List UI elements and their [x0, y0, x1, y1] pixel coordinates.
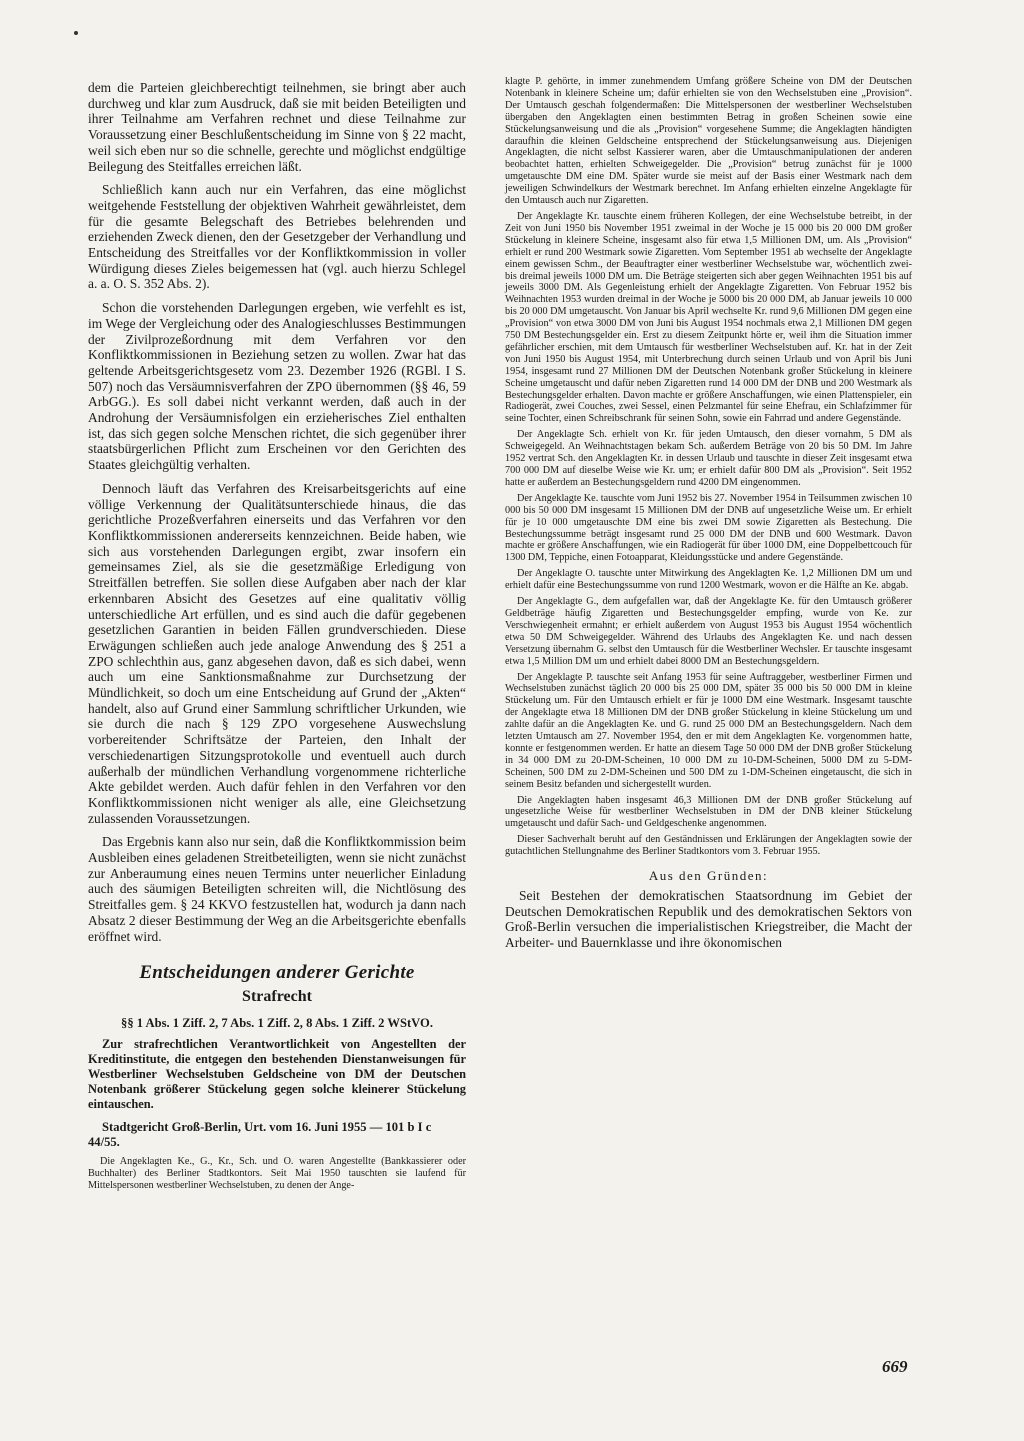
facts-paragraph: Der Angeklagte G., dem aufgefallen war, daß der Angeklagte Ke. für den Umtausch größerer Geldbeträge häufig Zigaretten und Bestechungsgelder empfing, wurde von Ke. zur Verschwiegenheit ermahnt; er erhielt außerdem von August 1953 bis August 1954 wöchentlich etwa 50 DM Schweigegelder. Während des Urlaubs des Angeklagten Ke. und nach dessen Versetzung übernahm G. selbst den Umtausch für die Westberliner Wechsler. Er tauschte insgesamt etwa 1,5 Million DM um und erhielt dabei 8000 DM an Bestechungsgeldern. [505, 596, 912, 667]
body-paragraph: Dennoch läuft das Verfahren des Kreisarbeitsgerichts auf eine völlige Verkennung der Qualitätsunterschiede hinaus, die das gerichtliche Prozeßverfahren einerseits und das Verfahren vor den Konfliktkommissionen andererseits kennzeichnen. Beide haben, wie sich aus vorstehenden Darlegungen ergibt, zwar insofern ein gemeinsames Ziel, als sie die gesetzmäßige Erledigung von Streitfällen betreffen. Sie sollen diese Aufgaben aber nach der klar erkennbaren Absicht des Gesetzes auf eine qualitativ völlig unterschiedliche Art erfüllen, und es sind auch die dafür gegebenen gesetzlichen Garantien in beiden Fällen grundverschieden. Diese Erwägungen schließen auch jede analoge Anwendung des § 251 a ZPO schlechthin aus, ganz abgesehen davon, daß es sich dabei, wenn auch um eine Sanktionsmaßnahme zur Durchsetzung der Mündlichkeit, so doch um eine Entscheidung auf Grund der „Akten“ handelt, also auf Grund einer Sammlung schriftlicher Urkunden, wie sie durch die nach § 129 ZPO vorgesehene Auswechslung vorbereitender Schriftsätze der Parteien, den Inhalt der verschiedenartigen Sitzungsprotokolle und eventuell auch durch außerhalb der mündlichen Verhandlung vorgenommene richterliche Akte gebildet werden. Auch dafür fehlen in den Verfahren vor den Konfliktkommissionen nicht weniger als alle, eine Gleichsetzung zulassenden Voraussetzungen. [88, 480, 466, 826]
left-column [88, 80, 466, 1192]
reasons-paragraph: Seit Bestehen der demokratischen Staatsordnung im Gebiet der Deutschen Demokratischen Republik und des demokratischen Sektors von Groß-Berlin versuchen die imperialistischen Kriegstreiber, die Macht der Arbeiter- und Bauernklasse und ihre ökonomischen [505, 888, 912, 950]
facts-paragraph: Der Angeklagte P. tauschte seit Anfang 1953 für seine Auftraggeber, westberliner Firmen und Wechselstuben zunächst täglich 20 000 bis 25 000 DM, später 35 000 bis 50 000 DM in kleine Stückelung um. Für den Umtausch erhielt er für je 1000 DM eine Westmark. Insgesamt tauschte der Angeklagte etwa 18 Millionen DM der DNB großer Stückelung in kleine Stückelung um und zahlte dafür an die Angeklagten Ke. und G. rund 25 000 DM an Bestechungsgeldern. Nach dem letzten Umtausch am 27. November 1954, den er mit dem Angeklagten Ke. vorgenommen hatte, konnte er festgenommen werden. Er hatte an diesem Tage 50 000 DM der DNB großer Stückelung in 34 000 DM zu 20-DM-Scheinen, 10 000 DM zu 10-DM-Scheinen, 5000 DM zu 5-DM-Scheinen, 500 DM zu 2-DM-Scheinen und 500 DM zu 1-DM-Scheinen eingetauscht, die sich in seinem Besitz befanden und sichergestellt wurden. [505, 671, 912, 790]
facts-paragraph: Der Angeklagte Kr. tauschte einem früheren Kollegen, der eine Wechselstube betreibt, in der Zeit von Juni 1950 bis November 1951 zweimal in der Woche je 15 000 bis 20 000 DM großer Stückelung in kleinere Scheine, insgesamt also für etwa 1,5 Millionen DM, um. Als „Provision“ erhielt er rund 200 Westmark sowie Zigaretten. Vom September 1951 ab wechselte der Angeklagte einem gewissen Schm., der Beauftragter einer westberliner Wechselstube war, wöchentlich zwei- bis dreimal jeweils 1000 DM um. Die Beträge steigerten sich aber gegen Weihnachten 1951 bis auf jeweils 3000 DM. Als Gegenleistung erhielt der Angeklagte Zigaretten. Von Februar 1952 bis Weihnachten 1953 wurden dreimal in der Woche je 5000 bis 20 000 DM, ab Januar jeweils 10 000 bis 20 000 DM umgetauscht. Von Januar bis April wechselte Kr. rund 9,6 Millionen DM gegen eine „Provision“ von etwa 3000 DM von Juni bis August 1954 nochmals etwa 2,1 Millionen DM gegen 750 DM Bestechungsgelder ein. Erst zu diesem Zeitpunkt hörte er, weil ihm die Situation immer gefährlicher erschien, mit dem Umtausch für westberliner Wechselstuben auf. Kr. hat in der Zeit von Juni 1950 bis August 1954, mit Unterbrechung durch seinen Urlaub und von April bis Juni 1954, insgesamt rund 27 Millionen DM der Deutschen Notenbank großer Stückelung in kleinere Scheine umgetauscht und dafür neben Zigaretten rund 14 000 DM der DNB und 200 Westmark als Bestechungsgelder erhalten. Davon machte er größere Anschaffungen, wie einen Plattenspieler, ein Radiogerät, zwei Couches, zwei Sessel, einen Pelzmantel für seine Ehefrau, ein Schlafzimmer für seine Tochter, einen Schreibschrank für seinen Sohn, sowie ein Fahrrad und andere Gegenstände. [505, 210, 912, 425]
court-citation: Stadtgericht Groß-Berlin, Urt. vom 16. Juni 1955 — 101 b I c 44/55. [88, 1120, 432, 1150]
reasons-heading: Aus den Gründen: [648, 868, 769, 884]
facts-paragraph: klagte P. gehörte, in immer zunehmendem Umfang größere Scheine von DM der Deutschen Notenbank in kleinere Scheine um; dafür erhielten sie von den Wechselstuben eine „Provision“. Der Umtausch geschah folgendermaßen: Die Mittelspersonen der westberliner Wechselstuben übergaben den Angeklagten einen bestimmten Betrag in großen Scheinen sowie eine Stückelungsanweisung und die als „Provision“ vorgesehene Summe; die Angeklagten händigten daraufhin die kleinen Geldscheine entsprechend der Stückelungsanweisung aus. Diejenigen Angeklagten, die nicht selbst Kassierer waren, aber die Umtauschmanipulationen der anderen beobachtet hatten, erhielten Schweigegelder. Die „Provision“ betrug zunächst für je 1000 umgetauschte DM eine DM. Später wurde sie meist auf der Basis einer Westmark nach dem jeweiligen Schwindelkurs der Westmark berechnet. Im Anfang erhielten einzelne Angeklagte für den Umtausch auch nur Zigaretten. [505, 76, 912, 207]
facts-paragraph: Die Angeklagten haben insgesamt 46,3 Millionen DM der DNB großer Stückelung auf ungesetzliche Weise für westberliner Wechselstuben in DM der DNB kleiner Stückelung umgetauscht und dafür Sach- und Geldgeschenke angenommen. [505, 794, 912, 830]
body-paragraph: Schon die vorstehenden Darlegungen ergeben, wie verfehlt es ist, im Wege der Vergleichung oder des Analogieschlusses Bestimmungen der Zivilprozeßordnung mit dem Verfahren vor den Konfliktkommissionen in Beziehung setzen zu wollen. Zwar hat das geltende Arbeitsgerichtsgesetz vom 23. Dezember 1926 (RGBl. I S. 507) noch das Versäumnisverfahren der ZPO übernommen (§§ 46, 59 ArbGG.). Es soll dabei nicht verkannt werden, daß auch in der Androhung der Versäumnisfolgen ein erzieherisches Ziel enthalten ist, das sich gegen solche Menschen richtet, die sich gegenüber ihrer staatsbürgerlichen Pflicht zum Erscheinen vor den Gerichten des Staates gleichgültig verhalten. [88, 300, 466, 473]
facts-paragraph: Der Angeklagte Ke. tauschte vom Juni 1952 bis 27. November 1954 in Teilsummen zwischen 10 000 bis 50 000 DM insgesamt 15 Millionen DM der DNB auf ungesetzliche Weise um. Er erhielt für je 10 000 umgetauschte DM eine bis zwei DM sowie Zigaretten als Bestechung. Die Bestechungssumme beträgt insgesamt rund 25 000 DM der DNB und 600 Westmark. Davon machte er größere Anschaffungen, wie ein Radiogerät für über 1000 DM, eine Doppelbettcouch für 1300 DM, Teppiche, einen Fotoapparat, Kleidungsstücke und andere Gegenstände. [505, 492, 912, 564]
facts-paragraph: Der Angeklagte O. tauschte unter Mitwirkung des Angeklagten Ke. 1,2 Millionen DM um und erhielt dafür eine Bestechungssumme von rund 1200 Westmark, wovon er die Hälfte an Ke. abgab. [505, 568, 912, 592]
body-paragraph: dem die Parteien gleichberechtigt teilnehmen, sie bringt aber auch durchweg und klar zum Ausdruck, daß sie mit beiden Beteiligten und ihrer Teilnahme am Verfahren rechnet und diese Teilnahme zur Voraussetzung einer Beschlußentscheidung im Sinne von § 22 macht, weil sich eben nur so die schnelle, gerechte und möglichst endgültige Beilegung des Steitfalles erreichen läßt. [88, 80, 466, 174]
page-number: 669 [882, 1357, 908, 1376]
section-subtitle: Strafrecht [242, 988, 312, 1006]
section-title: Entscheidungen anderer Gerichte [139, 962, 415, 984]
headnote: Zur strafrechtlichen Verantwortlichkeit von Angestellten der Kreditinstitute, die entgegen den bestehenden Dienstanweisungen für Westberliner Wechselstuben Geldscheine von DM der Deutschen Notenbank größerer Stückelung gegen solche kleinerer Stückelung eintauschen. [88, 1037, 466, 1112]
facts-paragraph: Die Angeklagten Ke., G., Kr., Sch. und O. waren Angestellte (Bankkassierer oder Buchhalter) des Berliner Stadtkontors. Seit Mai 1950 tauschten sie laufend für Mittelspersonen westberliner Wechselstuben, zu denen der Ange- [88, 1156, 466, 1192]
law-reference: §§ 1 Abs. 1 Ziff. 2, 7 Abs. 1 Ziff. 2, 8 Abs. 1 Ziff. 2 WStVO. [121, 1016, 433, 1031]
body-paragraph: Das Ergebnis kann also nur sein, daß die Konfliktkommission beim Ausbleiben eines geladenen Streitbeteiligten, wenn sie nicht zunächst zur Anberaumung eines neuen Termins unter neuerlicher Einladung auch des säumigen Beteiligten schreiten will, die Nichtlösung des Streitfalles gem. § 24 KKVO festzustellen hat, wodurch ja dann nach Absatz 2 dieser Bestimmung der Weg an die Arbeitsgerichte ebenfalls eröffnet wird. [88, 834, 466, 944]
ink-speck [74, 31, 78, 35]
facts-paragraph: Der Angeklagte Sch. erhielt von Kr. für jeden Umtausch, den dieser vornahm, 5 DM als Schweigegeld. An Weihnachtstagen bekam Sch. außerdem Beträge von 20 bis 50 DM. Im Jahre 1952 vertrat Sch. den Angeklagten Kr. in dessen Urlaub und tauschte in dieser Zeit insgesamt etwa 700 000 DM auf dieselbe Weise wie Kr. um; er erhielt dafür 800 DM als „Provision“. Seit 1952 hatte er außerdem an Bestechungsgeldern rund 4200 DM eingenommen. [505, 429, 912, 488]
facts-paragraph: Dieser Sachverhalt beruht auf den Geständnissen und Erklärungen der Angeklagten sowie der gutachtlichen Stellungnahme des Berliner Stadtkontors vom 3. Februar 1955. [505, 834, 912, 858]
body-paragraph: Schließlich kann auch nur ein Verfahren, das eine möglichst weitgehende Feststellung der objektiven Wahrheit gewährleistet, dem für die gesamte Belegschaft des Betriebes belehrenden und erziehenden Zweck dienen, den der Gesetzgeber der Verhandlung und Entscheidung des Streitfalles vor der Konfliktkommission in voller Würdigung dieses Zieles beigemessen hat (vgl. auch hierzu Schlegel a. a. O. S. 352 Abs. 2). [88, 182, 466, 292]
right-column [505, 76, 912, 950]
